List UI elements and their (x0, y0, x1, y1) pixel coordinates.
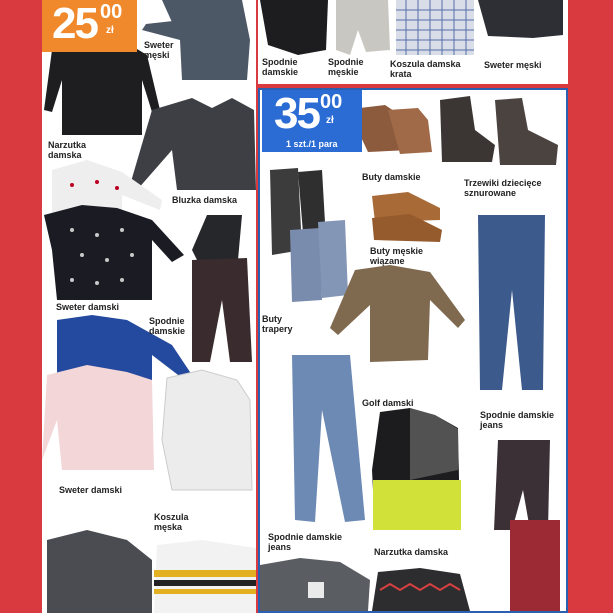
price-integer: 35 (274, 89, 319, 138)
turtleneck-sweater-item (330, 265, 465, 362)
price-currency: zł (106, 25, 114, 36)
red-pants-item (510, 520, 560, 611)
top-right-offer-panel (258, 0, 568, 84)
label-koszula-meska: Koszula męska (154, 512, 189, 532)
mens-shoes-item (372, 192, 442, 242)
dark-sweater-item (478, 0, 563, 38)
price-badge-25 (42, 0, 137, 52)
dark-trousers-item (192, 215, 252, 362)
grey-sweater-bottom-item (47, 530, 152, 613)
label-spodnie-damskie: Spodnie damskie (149, 316, 186, 336)
label-spodnie-damskie-jeans-left: Spodnie damskie jeans (268, 532, 343, 552)
price-currency: zł (326, 115, 334, 126)
price-note: 1 szt./1 para (286, 139, 338, 149)
nordic-sweater-item (372, 568, 470, 611)
label-spodnie-meskie: Spodnie męskie (328, 57, 364, 77)
label-koszula-damska-krata: Koszula damska krata (390, 59, 461, 79)
grey-pocket-sweater-item (260, 558, 370, 611)
label-buty-trapery: Buty trapery (262, 314, 293, 334)
womens-boots-item (360, 105, 432, 154)
black-trousers-item (260, 0, 328, 55)
colorblock-cardigan-item (372, 408, 461, 530)
label-sweter-damski-1: Sweter damski (56, 302, 120, 312)
price-decimal: 00 (100, 1, 123, 23)
grey-blouse-item (130, 98, 256, 190)
label-trzewiki-dzieciece: Trzewiki dziecięce sznurowane (464, 178, 542, 198)
grey-trousers-item (336, 0, 390, 55)
white-shirt-item (162, 370, 252, 490)
label-spodnie-damskie-top: Spodnie damskie (262, 57, 299, 77)
checked-shirt-item (396, 0, 474, 55)
trapery-boots-item (270, 168, 348, 302)
jeans-left-item (292, 355, 365, 522)
dark-pants-item (494, 440, 550, 530)
label-narzutka-damska-right: Narzutka damska (374, 547, 449, 557)
striped-sweater-bottom-item (154, 540, 256, 613)
price-decimal: 00 (320, 91, 343, 113)
label-spodnie-damskie-jeans-right: Spodnie damskie jeans (480, 410, 555, 430)
label-narzutka-damska: Narzutka damska (48, 140, 87, 160)
label-golf-damski: Golf damski (362, 398, 414, 408)
black-cardigan-item (44, 40, 160, 135)
price-badge-35 (262, 90, 362, 152)
price-integer: 25 (52, 0, 97, 48)
label-sweter-damski-2: Sweter damski (59, 485, 123, 495)
kids-boots-item (440, 96, 558, 165)
black-dotted-sweater-item (44, 205, 184, 300)
label-buty-meskie: Buty męskie wiązane (370, 246, 424, 266)
pink-sweater-item (42, 365, 154, 470)
left-offer-panel (42, 0, 256, 613)
bottom-right-offer-panel (258, 88, 568, 613)
label-buty-damskie: Buty damskie (362, 172, 421, 182)
jeans-right-item (478, 215, 545, 390)
label-bluzka-damska: Bluzka damska (172, 195, 238, 205)
label-sweter-meski: Sweter męski (144, 40, 174, 60)
label-sweter-meski-top: Sweter męski (484, 60, 542, 70)
